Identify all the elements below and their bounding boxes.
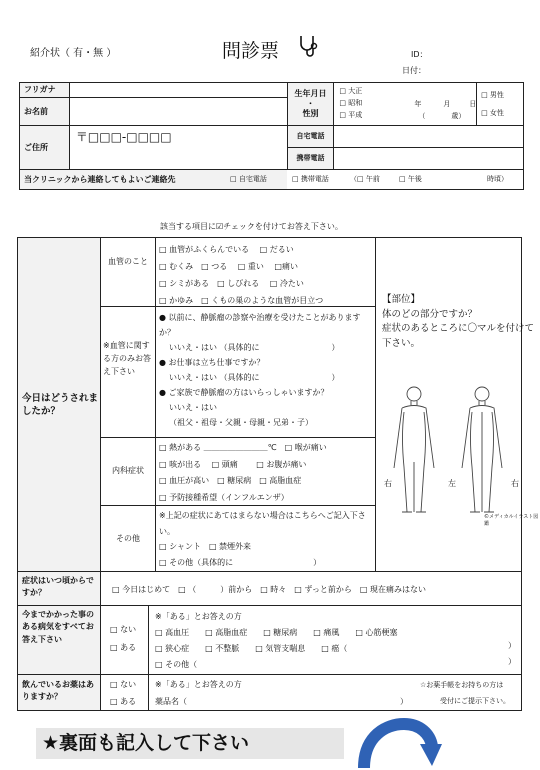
left-label: 左 bbox=[448, 479, 456, 488]
era-taisho[interactable]: □ 大正 bbox=[339, 87, 363, 95]
stethoscope-icon bbox=[298, 34, 320, 58]
other-options[interactable] bbox=[159, 508, 373, 570]
era-heisei[interactable]: □ 平成 bbox=[339, 111, 363, 119]
family-answer[interactable]: いいえ・はい bbox=[169, 403, 217, 412]
drug-name-close: ） bbox=[400, 697, 408, 706]
main-question: 今日はどうされましたか？ bbox=[22, 393, 99, 417]
name-label: お名前 bbox=[20, 98, 70, 126]
onset-label: 症状はいつ頃からですか？ bbox=[22, 576, 94, 597]
other-option[interactable]: □ シャント □ 禁煙外来 bbox=[159, 542, 252, 551]
patient-info-table bbox=[19, 82, 524, 190]
family-question: ● ご家族で静脈瘤の方はいらっしゃいますか？ bbox=[159, 388, 329, 397]
dob-dot: ・ bbox=[306, 99, 315, 108]
contact-label: 当クリニックから連絡してもよいご連絡先 bbox=[20, 170, 288, 190]
age-label: 歳） bbox=[451, 112, 466, 120]
contact-mobile[interactable]: □ 携帯電話 bbox=[292, 175, 329, 183]
address-label: ご住所 bbox=[20, 126, 70, 170]
internal-option[interactable]: □ 予防接種希望（インフルエンザ） bbox=[159, 492, 289, 502]
vessel-only-questions[interactable] bbox=[159, 310, 373, 430]
era-showa[interactable]: □ 昭和 bbox=[339, 99, 363, 107]
history-close-2: ） bbox=[508, 657, 516, 666]
drug-name-label: 薬品名（ bbox=[155, 697, 187, 706]
sex-male[interactable]: □ 男性 bbox=[481, 91, 504, 99]
body-diagram[interactable] bbox=[380, 382, 520, 517]
internal-option[interactable]: □ 熱がある ＿＿＿＿＿＿＿＿℃ □ 喉が痛い bbox=[159, 443, 327, 452]
vessel-option[interactable]: □ 血管がふくらんでいる □ だるい bbox=[159, 245, 294, 254]
home-phone-label: 自宅電話 bbox=[287, 126, 334, 148]
previous-treatment-question: ● 以前に、静脈瘤の診察や治療を受けたことがありますか？ bbox=[159, 313, 361, 337]
family-relations[interactable]: （祖父・祖母・父親・母親・兄弟・子） bbox=[169, 418, 313, 427]
sex-label: 性別 bbox=[302, 109, 319, 118]
right-label-2: 右 bbox=[511, 479, 519, 488]
postal-code: 〒□□□-□□□□ bbox=[75, 130, 172, 144]
other-note: ※上記の症状にあてはまらない場合はこちらへご記入下さい。 bbox=[159, 511, 366, 536]
back-side-banner: ★裏面も記入して下さい bbox=[36, 728, 344, 759]
standing-work-question: ● お仕事は立ち仕事ですか？ bbox=[159, 358, 265, 367]
vessel-option[interactable]: □ かゆみ □ くもの巣のような血管が目立つ bbox=[159, 296, 324, 305]
date-label: 日付： bbox=[402, 66, 426, 75]
body-question: 体のどの部分ですか？ bbox=[382, 308, 478, 320]
body-question-2: 症状のあるところに〇マルを付けて下さい。 bbox=[382, 323, 535, 350]
page-title: 問診票 bbox=[222, 40, 280, 62]
medicine-label: 飲んでいるお薬はありますか？ bbox=[22, 680, 94, 702]
sex-female[interactable]: □ 女性 bbox=[481, 109, 504, 117]
contact-time: 時頃） bbox=[487, 175, 509, 183]
vessel-option[interactable]: □ シミがある □ しびれる □ 冷たい bbox=[159, 279, 304, 288]
sex-field[interactable] bbox=[477, 83, 524, 126]
medicine-yes[interactable]: □ ある bbox=[110, 697, 137, 706]
furigana-field[interactable] bbox=[69, 83, 287, 98]
turn-over-arrow-icon bbox=[356, 716, 442, 770]
internal-label: 内科症状 bbox=[112, 466, 144, 475]
mobile-field[interactable] bbox=[334, 148, 524, 170]
furigana-label: フリガナ bbox=[20, 83, 70, 98]
year-label: 年 bbox=[414, 100, 422, 108]
other-option[interactable]: □ その他（具体的に ） bbox=[159, 557, 322, 567]
body-instructions bbox=[382, 293, 540, 352]
illustration-credit: ©メディカルイラスト図鑑 bbox=[484, 514, 539, 527]
contact-options[interactable] bbox=[230, 170, 523, 190]
history-no[interactable]: □ ない bbox=[110, 625, 137, 634]
history-note: ※「ある」とお答えの方 bbox=[155, 612, 242, 621]
body-title: 【部位】 bbox=[382, 294, 421, 305]
day-label: 日 bbox=[469, 100, 477, 108]
vessel-options[interactable] bbox=[159, 241, 323, 309]
mobile-label: 携帯電話 bbox=[287, 148, 334, 170]
dob-label: 生年月日 bbox=[294, 89, 327, 98]
id-label: ID： bbox=[411, 50, 428, 59]
internal-option[interactable]: □ 血圧が高い □ 糖尿病 □ 高脂血症 bbox=[159, 476, 302, 485]
referral-text: 紹介状（ 有・無 ） bbox=[30, 48, 117, 59]
history-options[interactable] bbox=[155, 609, 398, 673]
history-yes[interactable]: □ ある bbox=[110, 643, 137, 652]
home-phone-field[interactable] bbox=[334, 126, 524, 148]
contact-home[interactable]: □ 自宅電話 bbox=[230, 175, 267, 183]
name-field[interactable] bbox=[69, 98, 287, 126]
vessel-label: 血管のこと bbox=[108, 257, 148, 266]
internal-options[interactable] bbox=[159, 440, 327, 506]
contact-pm[interactable]: □ 午後 bbox=[399, 175, 422, 183]
notebook-note-2: 受付にご提示下さい。 bbox=[440, 697, 510, 705]
right-label: 右 bbox=[384, 479, 392, 488]
standing-work-answer[interactable]: いいえ・はい （具体的に ） bbox=[169, 373, 340, 382]
medicine-no[interactable]: □ ない bbox=[110, 680, 137, 689]
history-row[interactable]: □ その他（ bbox=[155, 660, 198, 669]
other-label: その他 bbox=[116, 534, 140, 543]
address-field[interactable] bbox=[69, 126, 287, 170]
month-label: 月 bbox=[443, 100, 451, 108]
history-close: ） bbox=[508, 641, 516, 650]
medicine-note: ※「ある」とお答えの方 bbox=[155, 680, 242, 689]
vessel-option[interactable]: □ むくみ □ つる □ 重い □痛い bbox=[159, 262, 298, 271]
history-row[interactable]: □ 狭心症 □ 不整脈 □ 気管支喘息 □ 癌（ bbox=[155, 644, 348, 653]
history-label: 今までかかった事のある病気をすべてお答え下さい bbox=[22, 610, 94, 644]
instruction-text: 該当する項目に☑チェックを付けてお答え下さい。 bbox=[160, 222, 343, 231]
contact-am[interactable]: （□ 午前 bbox=[350, 175, 380, 183]
history-row[interactable]: □ 高血圧 □ 高脂血症 □ 糖尿病 □ 痛風 □ 心筋梗塞 bbox=[155, 628, 398, 637]
previous-treatment-answer[interactable]: いいえ・はい （具体的に ） bbox=[169, 343, 340, 352]
notebook-note: ☆お薬手帳をお持ちの方は bbox=[420, 681, 504, 689]
dob-field[interactable] bbox=[334, 83, 477, 126]
onset-options[interactable]: □ 今日はじめて □ （ ）前から □ 時々 □ ずっと前から □ 現在痛みはない bbox=[112, 585, 427, 594]
internal-option[interactable]: □ 咳が出る □ 頭痛 □ お腹が痛い bbox=[159, 459, 307, 469]
vessel-only-label: ※血管に関する方のみお答え下さい bbox=[103, 341, 151, 376]
age-open: （ bbox=[418, 112, 426, 120]
